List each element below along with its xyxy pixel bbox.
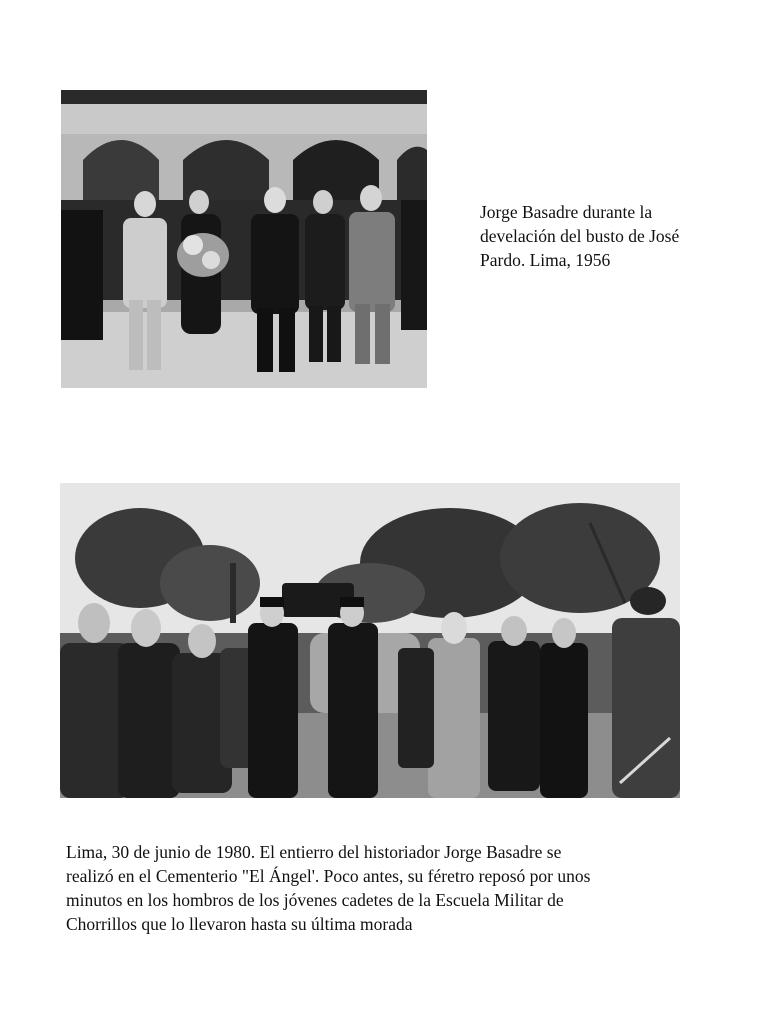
photo-2-caption: Lima, 30 de junio de 1980. El entierro del historiador Jorge Basadre se realizó en el Cementerio "El Ángel'. Poco antes, su féretro reposó por unos minutos en los hombros de los jóvenes cadetes de la Escuela Militar de Chorrillos que lo llevaron hasta su última morada xyxy=(66,842,591,934)
photograph-2-drawing xyxy=(60,483,680,798)
photograph-1-drawing xyxy=(61,90,427,388)
photo-1-caption: Jorge Basadre durante la develación del busto de José Pardo. Lima, 1956 xyxy=(480,202,680,270)
photo-busto-jose-pardo xyxy=(61,90,427,388)
photo-entierro-jorge-basadre xyxy=(60,483,680,798)
